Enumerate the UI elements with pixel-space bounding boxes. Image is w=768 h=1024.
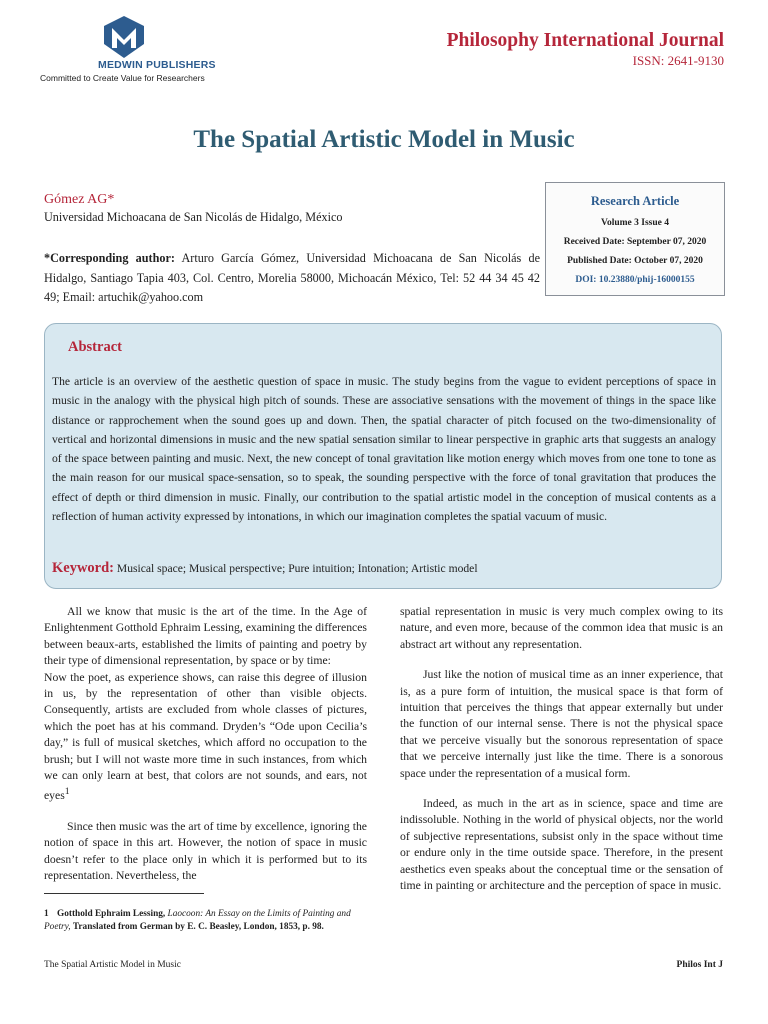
body-column-left [44,604,367,898]
footer-running-title: The Spatial Artistic Model in Music [44,960,181,970]
article-type: Research Article [590,194,680,208]
corresponding-label: *Corresponding author: [44,251,175,265]
body-paragraph: Just like the notion of musical time as an inner experience, that is, as a pure form of intuition, the musical space is that form of intuition that perceives the things that appear externally but under the function of our internal sense. There is not the physical space that we perceive visually but the sonorous representation of space that we perceive internally just like the time. There is a sonorous space under the representation of a musical form. [400,668,723,780]
journal-issn: ISSN: 2641-9130 [632,53,724,68]
footnote-divider [44,893,204,894]
body-paragraph: spatial representation in music is very much complex owing to its nature, and even more, because of the common idea that music is an abstract art without any representation. [400,605,723,651]
volume-issue: Volume 3 Issue 4 [600,218,669,228]
medwin-logo-icon [101,14,147,60]
published-date: Published Date: October 07, 2020 [567,256,703,266]
publisher-tagline: Committed to Create Value for Researchers [40,73,205,83]
footnote-book: Laocoon: An Essay on the Limits of Painting and Poetry, [44,909,351,932]
footnote-author: Gotthold Ephraim Lessing, [56,909,166,919]
corresponding-details: Arturo García Gómez, Universidad Michoacana de San Nicolás de Hidalgo, Santiago Tapia 403, Col. Centro, Morelia 58000, Michoacán México, Tel: 52 44 34 45 42 49; Email: artuchik@yahoo.com [44,251,541,304]
footnote-rest: Translated from German by E. C. Beasley, London, 1853, p. 98. [72,922,324,932]
body-column-right [400,604,723,909]
publisher-logo [38,14,228,89]
keywords-line [52,560,478,577]
corresponding-author [44,249,540,308]
author-affiliation: Universidad Michoacana de San Nicolás de Hidalgo, México [44,210,343,224]
body-paragraph: Indeed, as much in the art as in science, space and time are indissoluble. Nothing in the world of physical objects, nor the world of subjective representations, subsist only in the space without time or endure only in the time outside space. Therefore, in the present aesthetics even speaks about the conceptual time or the sensation of time in painting or architecture and the perception of space in music. [400,797,723,893]
journal-name: Philosophy International Journal [446,30,724,51]
keyword-label: Keyword: [52,560,115,576]
abstract-text: The article is an overview of the aesthetic question of space in music. The study begins from the vague to evident perceptions of space in music in the analogy with the physical high pitch of sounds. These are associative sensations with the movement of things in the space like distance or rapprochement when the sound goes up and down. Then, the spatial character of pitch focused on the two-dimensionality of vertical and horizontal dimensions in music and the new spatial sensation similar to linear perspective in graphic arts that suggests an analogy of the space between painting and music. Next, the new concept of tonal gravitation like motion energy which moves from one tone to tone as the main reason for our musical space-sensation, so to speak, the sounding perspective with the force of tonal gravitation that produces the effect of depth or third dimension in music. Finally, our contribution to the spatial artistic model in the conception of musical contents as a reflection of human activity expressed by intonations, in which our imagination completes the spatial vacuum of music. [52,375,716,524]
footnote-ref[interactable]: 1 [64,786,70,798]
publisher-name: MEDWIN PUBLISHERS [98,59,216,71]
article-meta-box [545,182,725,296]
body-paragraph: All we know that music is the art of the time. In the Age of Enlightenment Gotthold Ephraim Lessing, examining the differences between beaux-arts, established the limits of painting and poetry by their type of dimensional representation, by space or by time: [44,605,367,668]
article-title: The Spatial Artistic Model in Music [193,126,575,153]
received-date: Received Date: September 07, 2020 [563,237,707,247]
author-name: Gómez AG* [44,192,115,207]
quote-text: Now the poet, as experience shows, can raise this degree of illusion in us, by the representation of other than visible objects. Consequently, artists are excluded from whole classes of pictures, which the poet has at his command. Dryden’s “Ode upon Cecilia’s day,” is full of musical sketches, which afford no occupation to the brush; but I will not waste more time in such instances, from which we can only learn at best, that colors are not sounds, and ears, not eyes [44,670,367,803]
abstract-heading: Abstract [68,339,122,355]
footer-journal-abbrev: Philos Int J [676,960,723,970]
footnote [44,908,367,934]
journal-header [447,30,724,69]
body-paragraph: Since then music was the art of time by excellence, ignoring the notion of space in this art. However, the notion of space in music doesn’t refer to the place only in which it is performed but to its representation. Nevertheless, the [44,819,367,882]
footnote-number: 1 [44,909,49,919]
block-quote [44,670,367,805]
doi-link[interactable]: DOI: 10.23880/phij-16000155 [575,275,695,285]
abstract-box [44,323,722,589]
keywords: Musical space; Musical perspective; Pure intuition; Intonation; Artistic model [116,562,478,575]
